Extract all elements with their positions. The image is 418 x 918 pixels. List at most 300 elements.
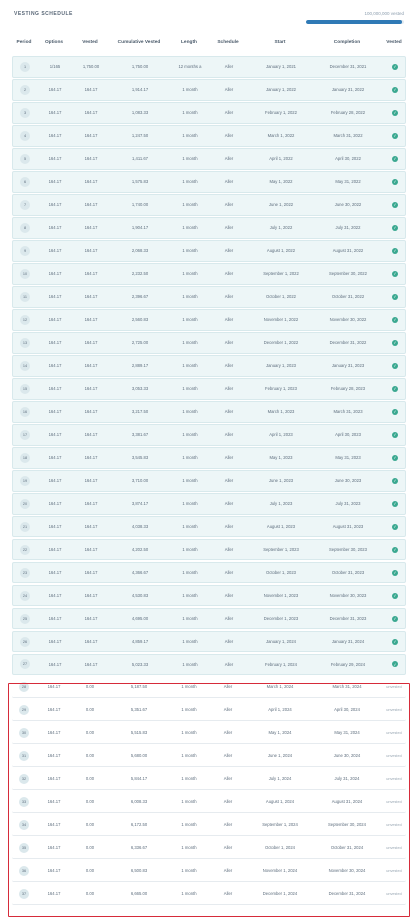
period-cell (12, 769, 36, 790)
check-circle-icon: ✓ (393, 294, 397, 300)
table-row (12, 263, 406, 285)
start-cell: January 1, 2024 (265, 639, 297, 644)
vested-status-cell (383, 172, 407, 192)
completion-cell: August 31, 2024 (331, 799, 363, 805)
options-cell: 164.17 (48, 616, 62, 622)
options-cell: 164.17 (48, 639, 62, 644)
start-cell: September 1, 2023 (263, 547, 299, 553)
length-cell: 1 month (182, 501, 198, 507)
check-circle-icon: ✓ (393, 547, 397, 553)
period-badge: 37 (19, 889, 29, 899)
schedule-cell: Aller (224, 409, 234, 415)
start-cell: October 1, 2024 (264, 845, 296, 851)
table-row (12, 125, 406, 147)
length-cell: 1 month (181, 822, 197, 828)
period-badge: 13 (20, 338, 30, 348)
start-cell: March 1, 2024 (266, 684, 294, 690)
vested-status-cell (383, 517, 407, 537)
completion-cell: January 31, 2024 (331, 639, 365, 644)
period-cell (13, 310, 37, 330)
cumulative-cell: 1,914.17 (131, 87, 149, 93)
length-cell: 1 month (181, 753, 197, 759)
length-cell: 1 month (181, 684, 197, 690)
schedule-cell: Aller (224, 317, 234, 323)
start-cell: April 1, 2022 (269, 156, 293, 162)
vested-status-cell (382, 723, 406, 744)
period-badge: 28 (19, 682, 29, 692)
options-cell: 164.17 (48, 570, 62, 576)
cumulative-cell: 2,725.00 (131, 340, 149, 346)
period-cell (13, 356, 37, 376)
period-cell (12, 837, 36, 858)
length-cell: 1 month (182, 87, 198, 93)
period-cell (12, 723, 36, 744)
length-cell: 1 month (182, 340, 198, 346)
length-cell: 1 month (182, 110, 198, 116)
column-header-options: Options (44, 40, 64, 45)
vested-status-cell (382, 792, 406, 813)
completion-cell: October 31, 2024 (330, 845, 364, 851)
vested-cell: 0.00 (85, 891, 95, 897)
period-cell (12, 677, 36, 698)
vested-cell: 0.00 (85, 799, 95, 805)
period-badge: 34 (19, 820, 29, 830)
options-cell: 164.17 (47, 753, 61, 759)
options-cell: 164.17 (48, 501, 62, 507)
vested-cell: 1,750.00 (82, 64, 100, 70)
table-row (12, 769, 406, 791)
schedule-cell: Aller (224, 133, 234, 139)
cumulative-cell: 1,575.83 (131, 179, 149, 185)
period-badge: 5 (20, 154, 30, 164)
unvested-label: unvested (386, 891, 402, 896)
options-cell: 164.17 (48, 271, 62, 277)
check-circle-icon: ✓ (393, 639, 397, 644)
length-cell: 1 month (182, 248, 198, 254)
period-badge: 32 (19, 774, 29, 784)
schedule-cell: Aller (223, 868, 233, 874)
table-row (12, 309, 406, 331)
cumulative-cell: 4,695.00 (131, 616, 149, 622)
vested-status-cell (383, 471, 407, 491)
cumulative-cell: 5,680.00 (130, 753, 148, 759)
column-header-cumulative: Cumulative Vested (117, 40, 161, 45)
start-cell: November 1, 2024 (262, 868, 298, 874)
table-row (12, 79, 406, 101)
vested-status-cell (383, 310, 407, 330)
vested-status-cell (383, 103, 407, 123)
start-cell: February 1, 2022 (265, 110, 297, 116)
table-row (12, 378, 406, 400)
schedule-cell: Aller (224, 225, 234, 231)
period-badge: 35 (19, 843, 29, 853)
vested-status-cell (383, 241, 407, 261)
vested-status-cell (382, 814, 406, 835)
period-badge: 11 (20, 292, 30, 302)
period-badge: 18 (20, 453, 30, 463)
length-cell: 1 month (181, 707, 197, 713)
check-circle-icon: ✓ (393, 409, 397, 415)
column-header-vested: Vested (82, 40, 98, 45)
length-cell: 1 month (182, 294, 198, 300)
table-header (12, 40, 406, 52)
options-cell: 164.17 (47, 707, 61, 713)
cumulative-cell: 3,217.50 (131, 409, 149, 415)
table-row (12, 171, 406, 193)
schedule-cell: Aller (224, 501, 234, 507)
schedule-cell: Aller (224, 478, 234, 484)
start-cell: April 1, 2024 (268, 707, 292, 713)
vested-status-cell (383, 632, 407, 652)
start-cell: May 1, 2023 (269, 455, 293, 461)
column-header-length: Length (181, 40, 197, 45)
table-row (12, 148, 406, 170)
cumulative-cell: 6,665.00 (130, 891, 148, 897)
options-cell: 164.17 (47, 730, 61, 736)
vested-cell: 164.17 (84, 110, 98, 116)
vested-cell: 164.17 (84, 593, 98, 599)
cumulative-cell: 3,053.33 (131, 386, 149, 392)
options-cell: 164.17 (48, 156, 62, 162)
completion-cell: December 31, 2021 (329, 64, 367, 70)
vested-status-cell (382, 700, 406, 721)
vested-status-cell (383, 425, 407, 445)
table-row (12, 424, 406, 446)
period-cell (13, 241, 37, 261)
schedule-header (0, 0, 418, 38)
vested-cell: 164.17 (84, 340, 98, 346)
vested-cell: 164.17 (84, 363, 98, 369)
vested-progress-fill (306, 20, 402, 24)
vesting-table (12, 56, 406, 906)
vested-status-cell (383, 586, 407, 606)
length-cell: 1 month (182, 363, 198, 369)
start-cell: April 1, 2023 (269, 432, 293, 438)
completion-cell: August 31, 2022 (332, 248, 364, 254)
vested-cell: 164.17 (84, 547, 98, 553)
options-cell: 164.17 (48, 363, 62, 369)
completion-cell: November 30, 2024 (328, 868, 366, 874)
length-cell: 1 month (182, 661, 198, 667)
start-cell: May 1, 2024 (268, 730, 292, 736)
length-cell: 1 month (182, 317, 198, 323)
start-cell: March 1, 2023 (267, 409, 295, 415)
cumulative-cell: 4,202.50 (131, 547, 149, 553)
cumulative-cell: 2,889.17 (131, 363, 149, 369)
cumulative-cell: 3,381.67 (131, 432, 149, 438)
period-cell (13, 126, 37, 146)
check-circle-icon: ✓ (393, 317, 397, 323)
completion-cell: April 30, 2022 (335, 156, 361, 162)
period-cell (13, 563, 37, 583)
period-badge: 7 (20, 200, 30, 210)
period-badge: 36 (19, 866, 29, 876)
period-cell (13, 609, 37, 629)
period-cell (13, 195, 37, 215)
schedule-cell: Aller (224, 179, 234, 185)
check-circle-icon: ✓ (393, 87, 397, 93)
period-badge: 2 (20, 85, 30, 95)
length-cell: 1 month (182, 409, 198, 415)
cumulative-cell: 5,023.33 (131, 661, 149, 667)
period-cell (13, 655, 37, 675)
period-badge: 33 (19, 797, 29, 807)
period-cell (13, 103, 37, 123)
cumulative-cell: 4,366.67 (131, 570, 149, 576)
cumulative-cell: 5,187.50 (130, 684, 148, 690)
completion-cell: March 31, 2024 (332, 684, 362, 690)
cumulative-cell: 1,904.17 (131, 225, 149, 231)
check-circle-icon: ✓ (393, 248, 397, 254)
page-title: VESTING SCHEDULE (14, 11, 73, 17)
vested-status-cell (383, 57, 407, 77)
check-circle-icon: ✓ (393, 661, 397, 667)
vested-cell: 164.17 (84, 179, 98, 185)
length-cell: 1 month (182, 524, 198, 530)
table-row (12, 516, 406, 538)
cumulative-cell: 6,500.83 (130, 868, 148, 874)
check-circle-icon: ✓ (393, 455, 397, 461)
start-cell: December 1, 2024 (262, 891, 298, 897)
length-cell: 1 month (182, 478, 198, 484)
vested-cell: 164.17 (84, 133, 98, 139)
length-cell: 1 month (182, 156, 198, 162)
vested-cell: 164.17 (84, 432, 98, 438)
options-cell: 164.17 (48, 225, 62, 231)
schedule-cell: Aller (223, 799, 233, 805)
completion-cell: February 29, 2024 (330, 661, 366, 667)
options-cell: 164.17 (47, 799, 61, 805)
length-cell: 1 month (182, 639, 198, 644)
check-circle-icon: ✓ (393, 156, 397, 162)
table-row (12, 332, 406, 354)
period-cell (13, 218, 37, 238)
schedule-cell: Aller (224, 455, 234, 461)
completion-cell: December 31, 2022 (329, 340, 367, 346)
start-cell: November 1, 2022 (263, 317, 299, 323)
period-badge: 10 (20, 269, 30, 279)
length-cell: 1 month (182, 179, 198, 185)
table-row (12, 539, 406, 561)
period-cell (13, 379, 37, 399)
table-row (12, 56, 406, 78)
period-badge: 29 (19, 705, 29, 715)
vested-status-cell (383, 287, 407, 307)
options-cell: 164.17 (48, 524, 62, 530)
column-header-schedule: Schedule (217, 40, 239, 45)
vested-status-cell (383, 379, 407, 399)
vested-cell: 164.17 (84, 661, 98, 667)
vested-cell: 164.17 (84, 317, 98, 323)
schedule-cell: Aller (223, 822, 233, 828)
completion-cell: October 31, 2022 (331, 294, 365, 300)
vested-cell: 0.00 (85, 707, 95, 713)
vested-progress-bar (306, 20, 404, 24)
period-cell (12, 860, 36, 881)
period-badge: 15 (20, 384, 30, 394)
vested-status-cell (383, 149, 407, 169)
period-badge: 23 (20, 568, 30, 578)
vested-status-cell (382, 677, 406, 698)
period-cell (13, 586, 37, 606)
period-cell (13, 425, 37, 445)
cumulative-cell: 4,530.83 (131, 593, 149, 599)
schedule-cell: Aller (224, 386, 234, 392)
length-cell: 1 month (182, 455, 198, 461)
check-circle-icon: ✓ (393, 616, 397, 622)
period-badge: 30 (19, 728, 29, 738)
schedule-cell: Aller (224, 616, 234, 622)
vested-cell: 0.00 (85, 684, 95, 690)
check-circle-icon: ✓ (393, 570, 397, 576)
schedule-cell: Aller (224, 271, 234, 277)
check-circle-icon: ✓ (393, 179, 397, 185)
options-cell: 164.17 (48, 87, 62, 93)
period-badge: 31 (19, 751, 29, 761)
check-circle-icon: ✓ (393, 363, 397, 369)
start-cell: December 1, 2023 (263, 616, 299, 622)
vested-status-cell (382, 769, 406, 790)
cumulative-cell: 1,411.67 (132, 156, 148, 162)
options-cell: 164.17 (48, 409, 62, 415)
cumulative-cell: 2,396.67 (131, 294, 149, 300)
column-header-completion: Completion (333, 40, 361, 45)
length-cell: 1 month (182, 547, 198, 553)
cumulative-cell: 6,008.33 (130, 799, 148, 805)
table-row (12, 240, 406, 262)
period-badge: 3 (20, 108, 30, 118)
start-cell: January 1, 2022 (265, 87, 297, 93)
schedule-cell: Aller (224, 570, 234, 576)
vested-cell: 0.00 (85, 776, 95, 782)
length-cell: 1 month (181, 868, 197, 874)
completion-cell: January 31, 2022 (331, 87, 365, 93)
period-badge: 8 (20, 223, 30, 233)
completion-cell: November 30, 2023 (329, 593, 367, 599)
completion-cell: June 30, 2023 (334, 478, 362, 484)
period-cell (12, 700, 36, 721)
table-row (12, 217, 406, 239)
check-circle-icon: ✓ (393, 340, 397, 346)
cumulative-cell: 4,859.17 (131, 639, 149, 644)
vested-status-cell (383, 448, 407, 468)
cumulative-cell: 2,232.50 (131, 271, 149, 277)
cumulative-cell: 1,750.00 (131, 64, 149, 70)
period-cell (13, 471, 37, 491)
period-cell (12, 746, 36, 767)
period-cell (13, 172, 37, 192)
length-cell: 1 month (182, 133, 198, 139)
completion-cell: August 31, 2023 (332, 524, 364, 530)
table-row (12, 860, 406, 882)
schedule-cell: Aller (223, 684, 233, 690)
vested-status-cell (383, 494, 407, 514)
completion-cell: May 31, 2024 (334, 730, 360, 736)
table-row (12, 700, 406, 722)
check-circle-icon: ✓ (393, 202, 397, 208)
length-cell: 1 month (181, 891, 197, 897)
period-cell (13, 540, 37, 560)
period-cell (13, 517, 37, 537)
period-cell (13, 632, 37, 652)
schedule-cell: Aller (224, 593, 234, 599)
period-cell (13, 57, 37, 77)
length-cell: 1 month (182, 271, 198, 277)
vested-cell: 164.17 (84, 225, 98, 231)
period-cell (13, 448, 37, 468)
table-row (12, 883, 406, 905)
cumulative-cell: 1,247.50 (131, 133, 149, 139)
schedule-cell: Aller (224, 248, 234, 254)
table-row (12, 677, 406, 699)
length-cell: 1 month (182, 616, 198, 622)
start-cell: February 1, 2024 (265, 661, 297, 667)
period-cell (13, 80, 37, 100)
schedule-cell: Aller (223, 730, 233, 736)
period-badge: 4 (20, 131, 30, 141)
options-cell: 164.17 (47, 845, 61, 851)
table-row (12, 746, 406, 768)
vested-cell: 164.17 (84, 639, 98, 644)
check-circle-icon: ✓ (393, 593, 397, 599)
period-badge: 27 (20, 659, 30, 669)
options-cell: 164.17 (48, 432, 62, 438)
schedule-cell: Aller (224, 156, 234, 162)
start-cell: January 1, 2023 (265, 363, 297, 369)
length-cell: 1 month (182, 225, 198, 231)
schedule-cell: Aller (224, 524, 234, 530)
vested-cell: 164.17 (84, 202, 98, 208)
options-cell: 164.17 (48, 593, 62, 599)
vested-status-cell (383, 609, 407, 629)
vested-status-cell (383, 80, 407, 100)
length-cell: 1 month (182, 432, 198, 438)
schedule-cell: Aller (224, 87, 234, 93)
length-cell: 1 month (182, 202, 198, 208)
cumulative-cell: 1,083.33 (131, 110, 149, 116)
start-cell: August 1, 2024 (265, 799, 295, 805)
check-circle-icon: ✓ (393, 478, 397, 484)
period-cell (12, 814, 36, 835)
options-cell: 164.17 (48, 386, 62, 392)
cumulative-cell: 5,351.67 (130, 707, 148, 713)
check-circle-icon: ✓ (393, 133, 397, 139)
check-circle-icon: ✓ (393, 110, 397, 116)
vested-status-cell (383, 540, 407, 560)
period-badge: 21 (20, 522, 30, 532)
unvested-label: unvested (386, 845, 402, 850)
period-badge: 6 (20, 177, 30, 187)
completion-cell: July 31, 2022 (335, 225, 361, 231)
completion-cell: October 31, 2023 (331, 570, 365, 576)
vested-status-cell (383, 264, 407, 284)
length-cell: 1 month (181, 845, 197, 851)
table-row (12, 723, 406, 745)
vested-status-cell (383, 333, 407, 353)
vested-cell: 164.17 (84, 271, 98, 277)
options-cell: 164.17 (48, 248, 62, 254)
start-cell: May 1, 2022 (269, 179, 293, 185)
completion-cell: September 30, 2024 (328, 822, 366, 828)
start-cell: February 1, 2023 (265, 386, 297, 392)
cumulative-cell: 1,740.00 (131, 202, 149, 208)
cumulative-cell: 5,515.83 (130, 730, 148, 736)
vested-cell: 164.17 (84, 501, 98, 507)
length-cell: 1 month (182, 386, 198, 392)
options-cell: 164.17 (47, 776, 61, 782)
period-cell (13, 149, 37, 169)
period-badge: 26 (20, 637, 30, 647)
